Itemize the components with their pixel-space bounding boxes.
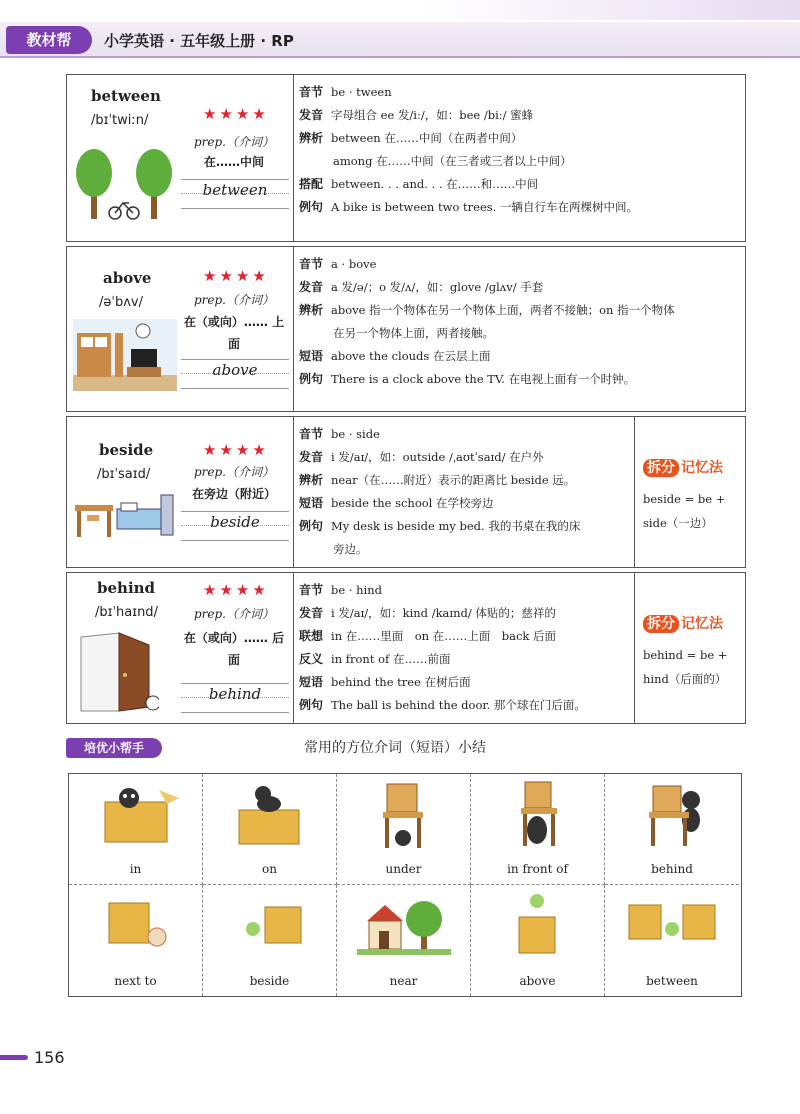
desk-bed-illustration bbox=[73, 487, 177, 543]
grid-cell-under bbox=[337, 774, 471, 885]
ball-above-box-icon bbox=[491, 891, 585, 961]
cat-on-box-icon bbox=[223, 780, 317, 846]
book-title: 小学英语 · 五年级上册 · RP bbox=[104, 32, 294, 50]
memory-tip-badge: 拆分 记忆法 bbox=[643, 457, 723, 477]
memory-tip-body: behind = be + hind（后面的） bbox=[643, 648, 728, 686]
entry-pos: prep.（介词） bbox=[193, 293, 275, 307]
entry-above bbox=[66, 246, 746, 412]
cat-behind-chair-icon bbox=[625, 780, 719, 850]
cat-in-box-icon bbox=[89, 780, 183, 846]
grid-cell-above bbox=[471, 885, 605, 996]
detail-row: 反义 in front of 在……前面 bbox=[299, 652, 451, 666]
helper-title: 常用的方位介词（短语）小结 bbox=[304, 740, 486, 756]
house-near-tree-icon bbox=[357, 891, 451, 961]
door-ball-illustration bbox=[79, 631, 159, 713]
detail-row: 音节 be · side bbox=[299, 427, 380, 441]
grid-cell-beside bbox=[203, 885, 337, 996]
grid-cell-next-to bbox=[69, 885, 203, 996]
book-tab: 教材帮 bbox=[6, 26, 92, 54]
grid-caption: under bbox=[385, 862, 422, 876]
detail-row: 发音 i 发/aɪ/，如：outside /ˌaʊtˈsaɪd/ 在户外 bbox=[299, 450, 544, 464]
grid-cell-near bbox=[337, 885, 471, 996]
entry-meaning: 在（或向）…… 上面 bbox=[183, 315, 285, 351]
detail-row: among 在……中间（在三者或三者以上中间） bbox=[333, 154, 572, 168]
entry-ipa: /bɪˈsaɪd/ bbox=[97, 467, 151, 482]
entry-left-panel bbox=[67, 573, 294, 723]
preposition-grid bbox=[68, 773, 742, 997]
ball-next-to-box-icon bbox=[89, 891, 183, 957]
detail-row: 音节 a · bove bbox=[299, 257, 377, 271]
entry-handwriting: between bbox=[202, 181, 268, 199]
grid-caption: next to bbox=[114, 974, 157, 988]
detail-row: 辨析 near（在……附近）表示的距离比 beside 远。 bbox=[299, 473, 576, 487]
entry-meaning: 在（或向）…… 后面 bbox=[183, 631, 285, 667]
stars-rating: ★★★★ bbox=[203, 267, 269, 285]
detail-row: 在另一个物体上面，两者接触。 bbox=[333, 326, 494, 340]
grid-caption: behind bbox=[651, 862, 693, 876]
page-number: 156 bbox=[34, 1048, 65, 1067]
entry-word: beside bbox=[99, 441, 154, 459]
entry-behind bbox=[66, 572, 746, 724]
detail-row: 发音 i 发/aɪ/，如：kind /kaɪnd/ 体贴的；慈祥的 bbox=[299, 606, 556, 620]
entry-word: above bbox=[103, 269, 152, 287]
grid-cell-in bbox=[69, 774, 203, 885]
detail-row: 发音 字母组合 ee 发/iː/，如：bee /biː/ 蜜蜂 bbox=[299, 108, 534, 122]
grid-cell-behind bbox=[605, 774, 739, 885]
ball-beside-box-icon bbox=[223, 891, 317, 957]
entry-meaning: 在旁边（附近） bbox=[191, 487, 276, 501]
detail-row: 短语 above the clouds 在云层上面 bbox=[299, 349, 491, 363]
memory-tip bbox=[634, 417, 745, 567]
header-top-band bbox=[420, 0, 800, 20]
grid-caption: beside bbox=[249, 974, 290, 988]
helper-badge: 培优小帮手 bbox=[66, 738, 162, 758]
entry-ipa: /bɪˈtwiːn/ bbox=[91, 113, 149, 128]
entry-word: behind bbox=[97, 579, 156, 597]
entry-details bbox=[299, 253, 675, 391]
entry-handwriting: above bbox=[212, 361, 258, 379]
entry-beside bbox=[66, 416, 746, 568]
detail-row: 例句 A bike is between two trees. 一辆自行车在两棵树中间。 bbox=[299, 200, 638, 214]
grid-caption: between bbox=[646, 974, 698, 988]
detail-row: 例句 There is a clock above the TV. 在电视上面有一个时钟。 bbox=[299, 372, 636, 386]
grid-caption: above bbox=[519, 974, 556, 988]
memory-tip bbox=[634, 573, 745, 723]
detail-row: 例句 The ball is behind the door. 那个球在门后面。 bbox=[299, 698, 586, 712]
detail-row: 例句 My desk is beside my bed. 我的书桌在我的床 bbox=[299, 519, 581, 533]
entry-ipa: /əˈbʌv/ bbox=[99, 295, 143, 310]
entry-pos: prep.（介词） bbox=[193, 135, 275, 149]
entry-handwriting: behind bbox=[208, 685, 262, 703]
entry-details bbox=[299, 423, 580, 561]
entry-word: between bbox=[91, 87, 161, 105]
detail-row: 短语 behind the tree 在树后面 bbox=[299, 675, 471, 689]
stars-rating: ★★★★ bbox=[203, 441, 269, 459]
memory-tip-badge: 拆分 记忆法 bbox=[643, 613, 723, 633]
cat-under-chair-icon bbox=[357, 780, 451, 850]
entry-pos: prep.（介词） bbox=[193, 607, 275, 621]
ball-between-boxes-icon bbox=[625, 891, 719, 957]
memory-tip-body: beside = be + side（一边） bbox=[643, 492, 726, 530]
grid-caption: near bbox=[389, 974, 418, 988]
cat-in-front-of-chair-icon bbox=[491, 780, 585, 850]
entry-handwriting: beside bbox=[210, 513, 260, 531]
grid-caption: in front of bbox=[507, 862, 568, 876]
detail-row: 辨析 between 在……中间（在两者中间） bbox=[299, 131, 523, 145]
grid-cell-on bbox=[203, 774, 337, 885]
page-number-marker bbox=[0, 1055, 28, 1060]
detail-row: 短语 beside the school 在学校旁边 bbox=[299, 496, 494, 510]
entry-left-panel bbox=[67, 247, 294, 411]
entry-left-panel bbox=[67, 417, 294, 567]
page-header bbox=[0, 0, 800, 58]
detail-row: 联想 in 在……里面 on 在……上面 back 后面 bbox=[299, 629, 557, 643]
grid-caption: on bbox=[262, 862, 277, 876]
detail-row: 音节 be · tween bbox=[299, 85, 392, 99]
detail-row: 发音 a 发/ə/；o 发/ʌ/，如：glove /ɡlʌv/ 手套 bbox=[299, 280, 544, 294]
entry-pos: prep.（介词） bbox=[193, 465, 275, 479]
trees-bike-illustration bbox=[73, 137, 177, 225]
detail-row: 音节 be · hind bbox=[299, 583, 383, 597]
detail-row: 旁边。 bbox=[333, 542, 368, 556]
stars-rating: ★★★★ bbox=[203, 105, 269, 123]
grid-caption: in bbox=[129, 862, 142, 876]
entry-meaning: 在……中间 bbox=[203, 155, 264, 169]
detail-row: 辨析 above 指一个物体在另一个物体上面，两者不接触；on 指一个物体 bbox=[299, 303, 675, 317]
entry-left-panel bbox=[67, 75, 294, 241]
entry-between bbox=[66, 74, 746, 242]
grid-cell-between bbox=[605, 885, 739, 996]
entry-details bbox=[299, 81, 638, 219]
detail-row: 搭配 between. . . and. . . 在……和……中间 bbox=[299, 177, 539, 191]
grid-cell-in-front-of bbox=[471, 774, 605, 885]
stars-rating: ★★★★ bbox=[203, 581, 269, 599]
entry-ipa: /bɪˈhaɪnd/ bbox=[95, 605, 158, 620]
living-room-illustration bbox=[73, 319, 177, 391]
entry-details bbox=[299, 579, 586, 717]
